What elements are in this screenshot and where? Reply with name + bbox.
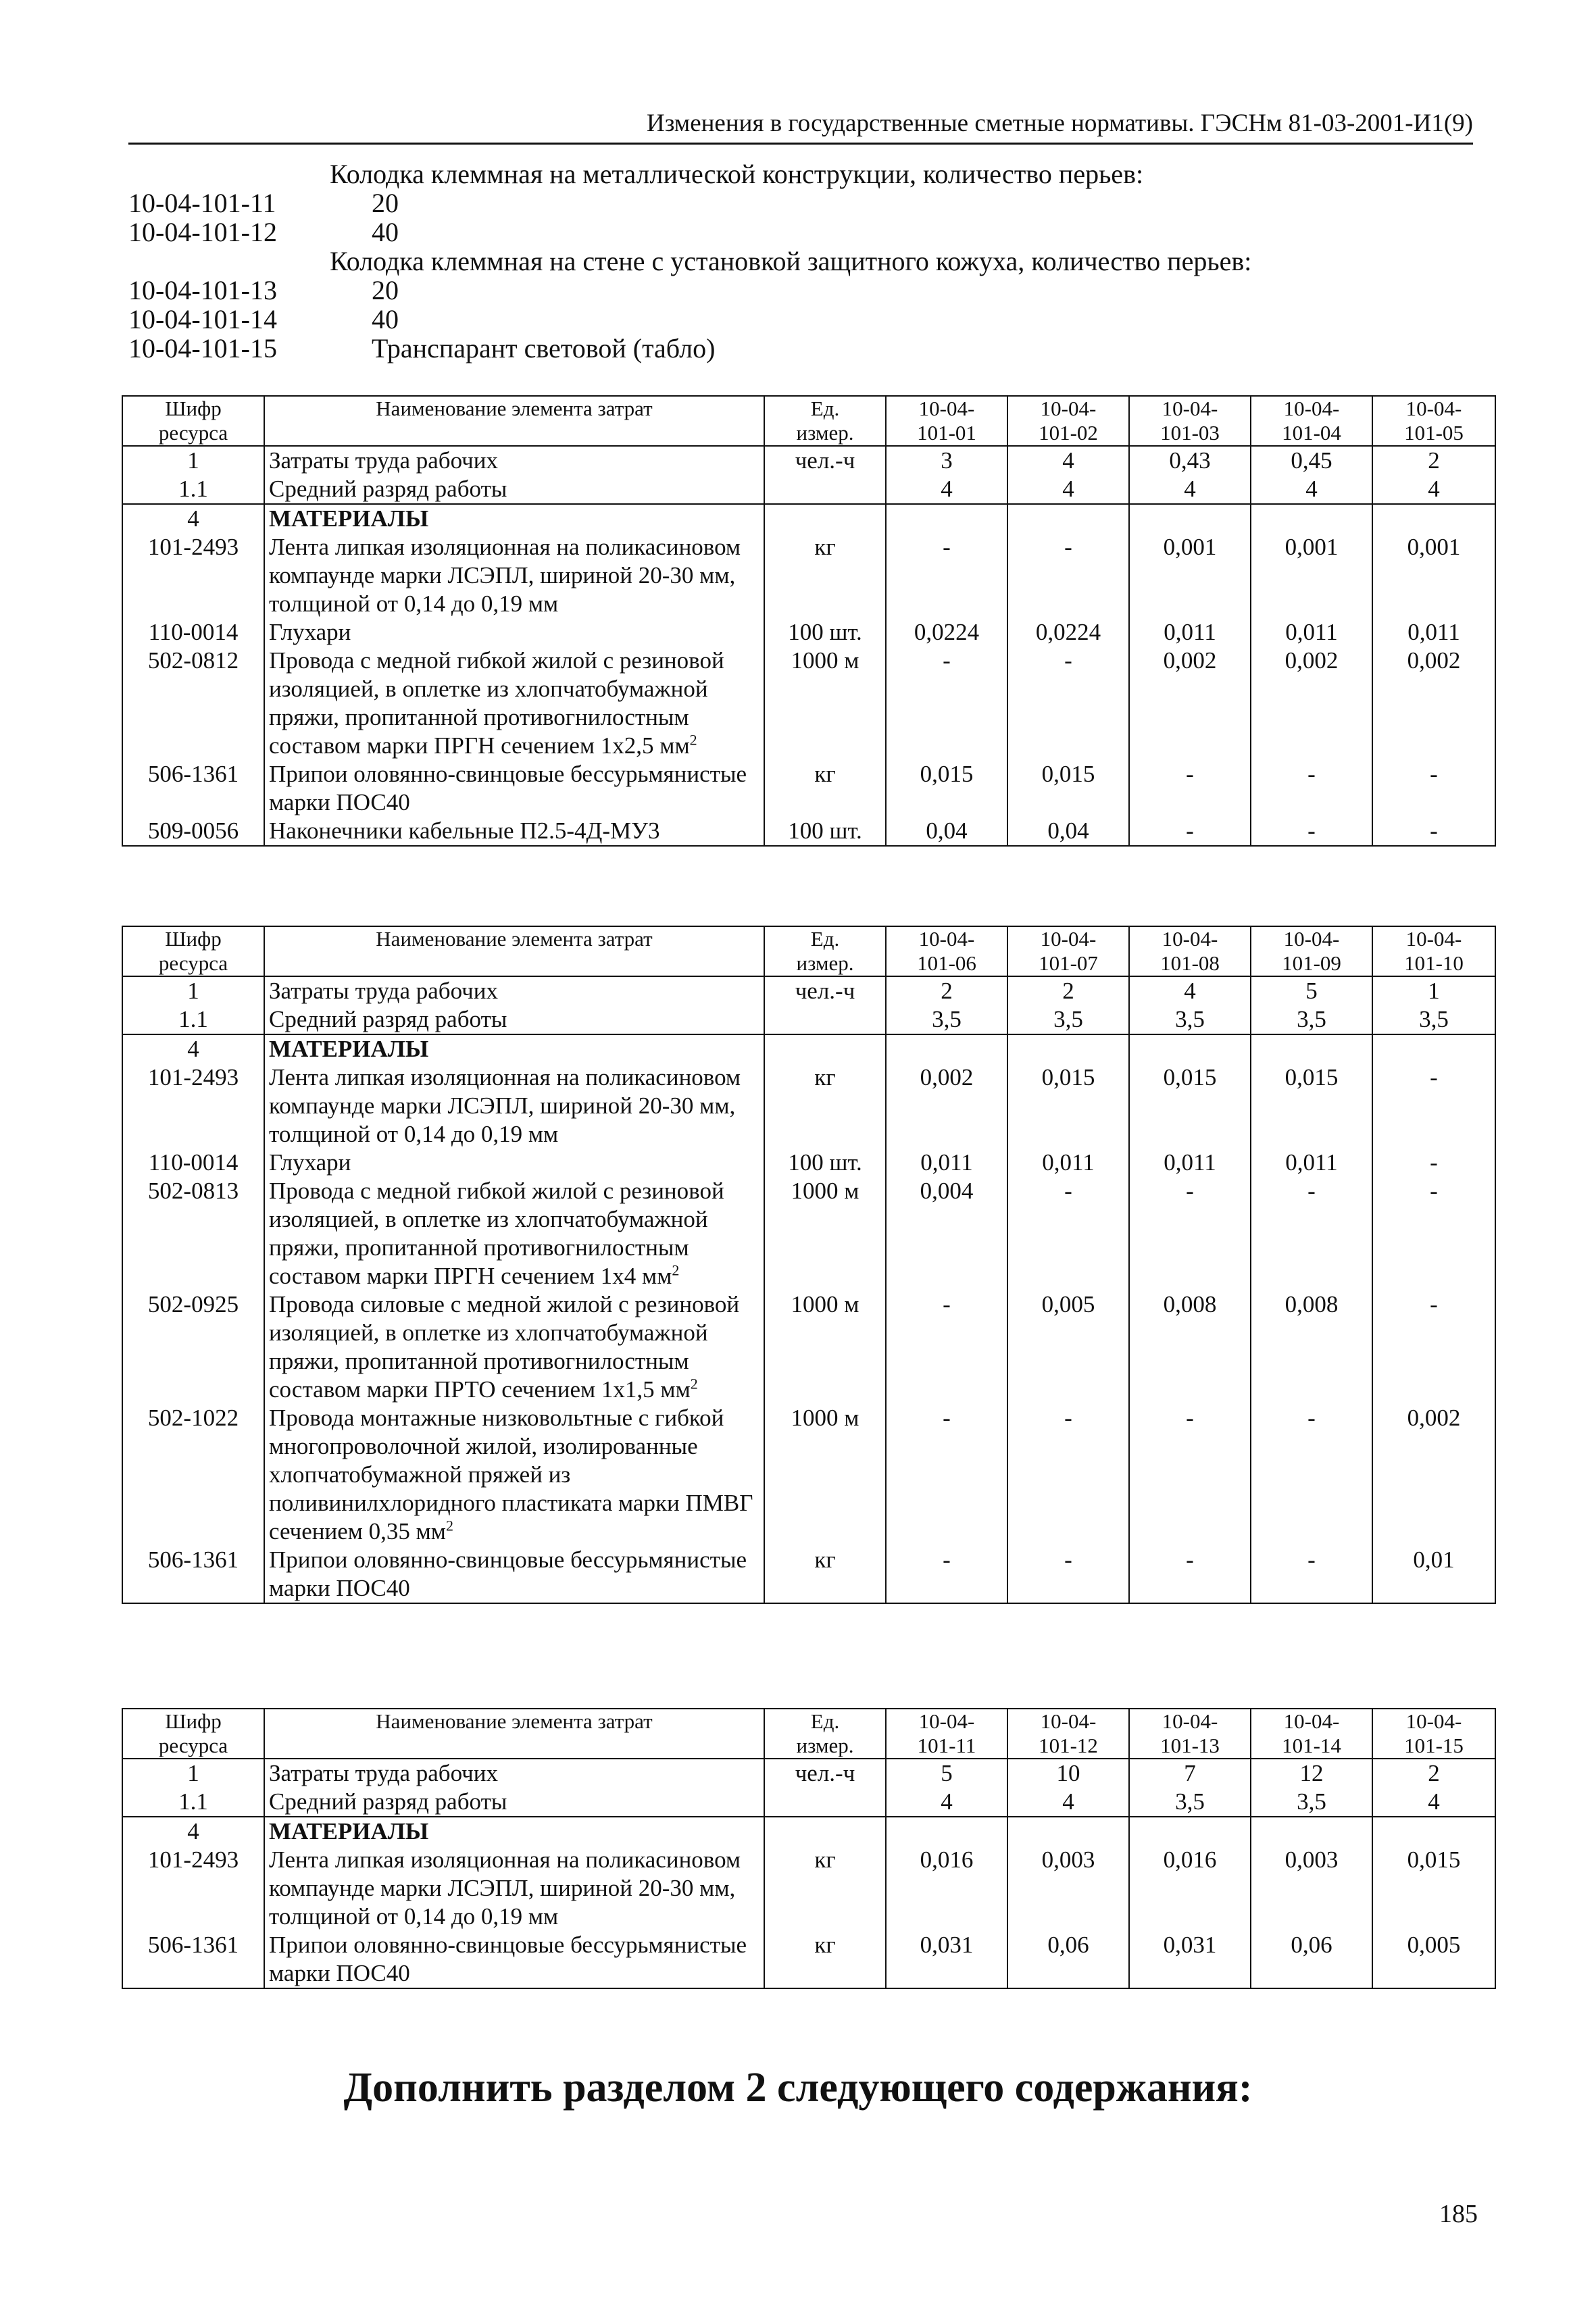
cell-value bbox=[1372, 504, 1495, 533]
table-row bbox=[122, 1177, 1495, 1290]
cell-value: - bbox=[1251, 817, 1372, 846]
cell-name: Провода с медной гибкой жилой с резиновой изоляцией, в оплетке из хлопчатобумажной пряжи, пропитанной противогнилостным составом марки ПРГН сечением 1х4 $мм^2$ bbox=[264, 1177, 764, 1290]
cell-value: 0,005 bbox=[1007, 1290, 1129, 1404]
header-norm-code: 10-04- 101-06 bbox=[886, 926, 1007, 976]
table-row bbox=[122, 504, 1495, 533]
cell-value bbox=[1251, 1817, 1372, 1846]
cell-value: 10 bbox=[1007, 1759, 1129, 1788]
table-header-row bbox=[122, 1709, 1495, 1759]
table-row bbox=[122, 817, 1495, 846]
table-row bbox=[122, 618, 1495, 647]
cell-value: 3,5 bbox=[1251, 1788, 1372, 1817]
intro-item-code: 10-04-101-15 bbox=[128, 333, 277, 363]
cell-unit: 1000 м bbox=[764, 647, 886, 760]
cell-value: 0,002 bbox=[1372, 647, 1495, 760]
header-norm-code: 10-04- 101-05 bbox=[1372, 396, 1495, 446]
cell-value: - bbox=[886, 1290, 1007, 1404]
table-row bbox=[122, 1788, 1495, 1817]
header-name: Наименование элемента затрат bbox=[264, 1709, 764, 1759]
cell-name: Лента липкая изоляционная на поликасиновом компаунде марки ЛСЭПЛ, шириной 20-30 мм, толщиной от 0,14 до 0,19 мм bbox=[264, 1063, 764, 1149]
cell-code: 1.1 bbox=[122, 475, 264, 504]
table-row bbox=[122, 1817, 1495, 1846]
table-row bbox=[122, 446, 1495, 475]
table-row bbox=[122, 1034, 1495, 1063]
cell-value bbox=[1007, 1034, 1129, 1063]
cell-value: 2 bbox=[1007, 976, 1129, 1005]
cell-value: 1 bbox=[1372, 976, 1495, 1005]
cell-value: 2 bbox=[1372, 446, 1495, 475]
cell-value: 0,016 bbox=[1129, 1846, 1251, 1931]
table-row bbox=[122, 976, 1495, 1005]
cell-value: - bbox=[1007, 533, 1129, 618]
cell-value: - bbox=[1129, 817, 1251, 846]
cell-name: МАТЕРИАЛЫ bbox=[264, 1817, 764, 1846]
cell-value: - bbox=[1372, 1177, 1495, 1290]
cell-value bbox=[1372, 1817, 1495, 1846]
intro-item bbox=[128, 218, 1473, 247]
cell-code: 4 bbox=[122, 1817, 264, 1846]
header-unit: Ед. измер. bbox=[764, 396, 886, 446]
intro-item bbox=[128, 305, 1473, 334]
resource-table-1 bbox=[122, 395, 1496, 847]
header-name: Наименование элемента затрат bbox=[264, 926, 764, 976]
header-norm-code: 10-04- 101-07 bbox=[1007, 926, 1129, 976]
intro-item bbox=[128, 334, 1473, 363]
cell-name: МАТЕРИАЛЫ bbox=[264, 504, 764, 533]
cell-code: 509-0056 bbox=[122, 817, 264, 846]
cell-value: 0,003 bbox=[1007, 1846, 1129, 1931]
cell-value: 0,002 bbox=[1251, 647, 1372, 760]
cell-code: 502-0812 bbox=[122, 647, 264, 760]
cell-name: Средний разряд работы bbox=[264, 475, 764, 504]
cell-value: - bbox=[1007, 1404, 1129, 1546]
intro-group1-title: Колодка клеммная на металлической конструкции, количество перьев: bbox=[330, 159, 1144, 189]
cell-name: Лента липкая изоляционная на поликасиновом компаунде марки ЛСЭПЛ, шириной 20-30 мм, толщиной от 0,14 до 0,19 мм bbox=[264, 1846, 764, 1931]
cell-value: 0,015 bbox=[1129, 1063, 1251, 1149]
cell-name: Затраты труда рабочих bbox=[264, 446, 764, 475]
cell-value: 0,001 bbox=[1129, 533, 1251, 618]
intro-block bbox=[128, 159, 1473, 363]
cell-code: 1.1 bbox=[122, 1788, 264, 1817]
cell-code: 1 bbox=[122, 1759, 264, 1788]
intro-item-text: 20 bbox=[372, 188, 399, 218]
header-code: Шифр ресурса bbox=[122, 926, 264, 976]
header-name: Наименование элемента затрат bbox=[264, 396, 764, 446]
cell-value: 0,002 bbox=[1372, 1404, 1495, 1546]
header-norm-code: 10-04- 101-03 bbox=[1129, 396, 1251, 446]
cell-value bbox=[1007, 1817, 1129, 1846]
cell-value: 0,011 bbox=[1007, 1149, 1129, 1177]
cell-name: Припои оловянно-свинцовые бессурьмянистые марки ПОС40 bbox=[264, 1931, 764, 1988]
cell-value bbox=[1251, 1034, 1372, 1063]
cell-value: 2 bbox=[1372, 1759, 1495, 1788]
intro-group2-title: Колодка клеммная на стене с установкой защитного кожуха, количество перьев: bbox=[330, 246, 1252, 276]
header-norm-code: 10-04- 101-11 bbox=[886, 1709, 1007, 1759]
table-row bbox=[122, 1931, 1495, 1988]
header-unit: Ед. измер. bbox=[764, 926, 886, 976]
cell-code: 502-1022 bbox=[122, 1404, 264, 1546]
header-norm-code: 10-04- 101-10 bbox=[1372, 926, 1495, 976]
header-norm-code: 10-04- 101-12 bbox=[1007, 1709, 1129, 1759]
cell-value: 3,5 bbox=[1251, 1005, 1372, 1034]
cell-value: 3 bbox=[886, 446, 1007, 475]
cell-value: 0,004 bbox=[886, 1177, 1007, 1290]
cell-value bbox=[886, 1034, 1007, 1063]
cell-value: 4 bbox=[886, 475, 1007, 504]
cell-code: 1 bbox=[122, 976, 264, 1005]
header-norm-code: 10-04- 101-09 bbox=[1251, 926, 1372, 976]
cell-code: 1 bbox=[122, 446, 264, 475]
intro-item-code: 10-04-101-11 bbox=[128, 188, 276, 218]
table-row bbox=[122, 647, 1495, 760]
cell-value: 0,002 bbox=[886, 1063, 1007, 1149]
cell-unit: 1000 м bbox=[764, 1404, 886, 1546]
cell-value: - bbox=[1372, 1063, 1495, 1149]
cell-value: 0,01 bbox=[1372, 1546, 1495, 1603]
cell-code: 101-2493 bbox=[122, 1063, 264, 1149]
cell-value bbox=[886, 1817, 1007, 1846]
cell-value: - bbox=[1007, 1177, 1129, 1290]
cell-value: - bbox=[1129, 1404, 1251, 1546]
cell-value: 0,015 bbox=[1007, 760, 1129, 817]
cell-value: - bbox=[1372, 1149, 1495, 1177]
cell-value: 0,001 bbox=[1251, 533, 1372, 618]
cell-value: 0,43 bbox=[1129, 446, 1251, 475]
cell-value: - bbox=[886, 533, 1007, 618]
cell-value: 0,016 bbox=[886, 1846, 1007, 1931]
cell-name: Припои оловянно-свинцовые бессурьмянистые марки ПОС40 bbox=[264, 1546, 764, 1603]
cell-value: 0,0224 bbox=[886, 618, 1007, 647]
table-row bbox=[122, 1546, 1495, 1603]
intro-item bbox=[128, 276, 1473, 305]
cell-name: Затраты труда рабочих bbox=[264, 976, 764, 1005]
cell-value: 0,015 bbox=[1007, 1063, 1129, 1149]
cell-value: 3,5 bbox=[1372, 1005, 1495, 1034]
cell-value bbox=[1372, 1034, 1495, 1063]
cell-name: Глухари bbox=[264, 618, 764, 647]
header-unit: Ед. измер. bbox=[764, 1709, 886, 1759]
cell-unit: кг bbox=[764, 1846, 886, 1931]
intro-item-code: 10-04-101-12 bbox=[128, 217, 277, 247]
cell-name: Затраты труда рабочих bbox=[264, 1759, 764, 1788]
intro-item-text: Транспарант световой (табло) bbox=[372, 333, 716, 363]
cell-value: 4 bbox=[1007, 475, 1129, 504]
header-norm-code: 10-04- 101-04 bbox=[1251, 396, 1372, 446]
table-row bbox=[122, 1404, 1495, 1546]
cell-value: 3,5 bbox=[1007, 1005, 1129, 1034]
cell-name: Провода с медной гибкой жилой с резиновой изоляцией, в оплетке из хлопчатобумажной пряжи, пропитанной противогнилостным составом марки ПРГН сечением 1х2,5 $мм^2$ bbox=[264, 647, 764, 760]
cell-value bbox=[1129, 504, 1251, 533]
cell-unit: чел.-ч bbox=[764, 446, 886, 475]
cell-name: Лента липкая изоляционная на поликасиновом компаунде марки ЛСЭПЛ, шириной 20-30 мм, толщиной от 0,14 до 0,19 мм bbox=[264, 533, 764, 618]
cell-value: - bbox=[1372, 817, 1495, 846]
cell-unit: чел.-ч bbox=[764, 1759, 886, 1788]
cell-value: 0,011 bbox=[1129, 1149, 1251, 1177]
cell-value: - bbox=[1129, 1177, 1251, 1290]
cell-value: 7 bbox=[1129, 1759, 1251, 1788]
intro-item-code: 10-04-101-14 bbox=[128, 304, 277, 334]
cell-value: 4 bbox=[886, 1788, 1007, 1817]
cell-value: 0,031 bbox=[886, 1931, 1007, 1988]
cell-value: 4 bbox=[1007, 1788, 1129, 1817]
cell-value: - bbox=[1007, 1546, 1129, 1603]
cell-value: - bbox=[1372, 1290, 1495, 1404]
cell-value: 0,008 bbox=[1129, 1290, 1251, 1404]
table-header-row bbox=[122, 396, 1495, 446]
cell-value: 4 bbox=[1372, 1788, 1495, 1817]
cell-unit: 100 шт. bbox=[764, 1149, 886, 1177]
cell-value: 4 bbox=[1129, 976, 1251, 1005]
intro-item bbox=[128, 188, 1473, 218]
cell-value: 0,015 bbox=[1372, 1846, 1495, 1931]
cell-unit bbox=[764, 475, 886, 504]
table-row bbox=[122, 1149, 1495, 1177]
cell-name: Провода монтажные низковольтные с гибкой многопроволочной жилой, изолированные хлопчатобумажной пряжей из поливинилхлоридного пластиката марки ПМВГ сечением 0,35 $мм^2$ bbox=[264, 1404, 764, 1546]
table-row bbox=[122, 1759, 1495, 1788]
table-row bbox=[122, 1063, 1495, 1149]
cell-value: 0,001 bbox=[1372, 533, 1495, 618]
cell-value: 5 bbox=[1251, 976, 1372, 1005]
cell-unit: кг bbox=[764, 1546, 886, 1603]
header-norm-code: 10-04- 101-02 bbox=[1007, 396, 1129, 446]
cell-value bbox=[1129, 1034, 1251, 1063]
cell-value: 0,011 bbox=[1251, 618, 1372, 647]
cell-value: - bbox=[1251, 760, 1372, 817]
cell-value: - bbox=[886, 647, 1007, 760]
cell-name: Средний разряд работы bbox=[264, 1788, 764, 1817]
cell-code: 4 bbox=[122, 504, 264, 533]
cell-code: 101-2493 bbox=[122, 1846, 264, 1931]
cell-code: 110-0014 bbox=[122, 618, 264, 647]
cell-value: - bbox=[886, 1404, 1007, 1546]
cell-code: 506-1361 bbox=[122, 1546, 264, 1603]
cell-code: 506-1361 bbox=[122, 760, 264, 817]
intro-item-text: 20 bbox=[372, 275, 399, 305]
header-code: Шифр ресурса bbox=[122, 396, 264, 446]
table-row bbox=[122, 475, 1495, 504]
table-row bbox=[122, 1846, 1495, 1931]
intro-item-text: 40 bbox=[372, 217, 399, 247]
cell-value: 0,015 bbox=[1251, 1063, 1372, 1149]
cell-unit bbox=[764, 1788, 886, 1817]
header-code: Шифр ресурса bbox=[122, 1709, 264, 1759]
resource-table-3 bbox=[122, 1708, 1496, 1989]
cell-value: 0,008 bbox=[1251, 1290, 1372, 1404]
resource-table-2 bbox=[122, 926, 1496, 1604]
cell-value: - bbox=[1251, 1177, 1372, 1290]
cell-unit: кг bbox=[764, 533, 886, 618]
cell-code: 4 bbox=[122, 1034, 264, 1063]
cell-value: 5 bbox=[886, 1759, 1007, 1788]
cell-value: - bbox=[1372, 760, 1495, 817]
cell-name: Провода силовые с медной жилой с резиновой изоляцией, в оплетке из хлопчатобумажной пряжи, пропитанной противогнилостным составом марки ПРТО сечением 1х1,5 $мм^2$ bbox=[264, 1290, 764, 1404]
cell-name: Наконечники кабельные П2.5-4Д-МУ3 bbox=[264, 817, 764, 846]
cell-unit bbox=[764, 1034, 886, 1063]
cell-value bbox=[1007, 504, 1129, 533]
cell-value: 0,011 bbox=[1251, 1149, 1372, 1177]
cell-code: 101-2493 bbox=[122, 533, 264, 618]
cell-value: - bbox=[1007, 647, 1129, 760]
intro-item-code: 10-04-101-13 bbox=[128, 275, 277, 305]
cell-unit: 100 шт. bbox=[764, 817, 886, 846]
table-header-row bbox=[122, 926, 1495, 976]
cell-value: 0,003 bbox=[1251, 1846, 1372, 1931]
cell-unit: 1000 м bbox=[764, 1290, 886, 1404]
table-row bbox=[122, 1290, 1495, 1404]
cell-code: 1.1 bbox=[122, 1005, 264, 1034]
cell-value: 0,06 bbox=[1007, 1931, 1129, 1988]
cell-unit bbox=[764, 1817, 886, 1846]
cell-name: Средний разряд работы bbox=[264, 1005, 764, 1034]
running-header: Изменения в государственные сметные нормативы. ГЭСНм 81-03-2001-И1(9) bbox=[128, 105, 1473, 145]
cell-value: 3,5 bbox=[1129, 1788, 1251, 1817]
header-norm-code: 10-04- 101-08 bbox=[1129, 926, 1251, 976]
cell-value: 0,04 bbox=[1007, 817, 1129, 846]
cell-value: 0,005 bbox=[1372, 1931, 1495, 1988]
cell-unit: 1000 м bbox=[764, 1177, 886, 1290]
intro-item-text: 40 bbox=[372, 304, 399, 334]
cell-name: МАТЕРИАЛЫ bbox=[264, 1034, 764, 1063]
cell-name: Глухари bbox=[264, 1149, 764, 1177]
cell-value: - bbox=[1251, 1404, 1372, 1546]
intro-group1-title-row bbox=[128, 159, 1473, 188]
cell-value: 0,45 bbox=[1251, 446, 1372, 475]
cell-code: 502-0925 bbox=[122, 1290, 264, 1404]
cell-value: 0,04 bbox=[886, 817, 1007, 846]
cell-value: 0,011 bbox=[886, 1149, 1007, 1177]
cell-value: 0,011 bbox=[1129, 618, 1251, 647]
section-title: Дополнить разделом 2 следующего содержания: bbox=[343, 2065, 1253, 2111]
cell-value: 12 bbox=[1251, 1759, 1372, 1788]
table-row bbox=[122, 1005, 1495, 1034]
cell-value: 4 bbox=[1007, 446, 1129, 475]
cell-value: 4 bbox=[1129, 475, 1251, 504]
table-row bbox=[122, 760, 1495, 817]
cell-unit bbox=[764, 1005, 886, 1034]
cell-value: 0,031 bbox=[1129, 1931, 1251, 1988]
cell-value: 3,5 bbox=[886, 1005, 1007, 1034]
cell-value: 4 bbox=[1372, 475, 1495, 504]
cell-value: - bbox=[1129, 1546, 1251, 1603]
cell-unit: кг bbox=[764, 1931, 886, 1988]
cell-value: 0,011 bbox=[1372, 618, 1495, 647]
cell-value bbox=[1129, 1817, 1251, 1846]
header-norm-code: 10-04- 101-14 bbox=[1251, 1709, 1372, 1759]
cell-value: 0,06 bbox=[1251, 1931, 1372, 1988]
cell-value: 3,5 bbox=[1129, 1005, 1251, 1034]
cell-name: Припои оловянно-свинцовые бессурьмянистые марки ПОС40 bbox=[264, 760, 764, 817]
cell-value: 0,0224 bbox=[1007, 618, 1129, 647]
page-number: 185 bbox=[1439, 2200, 1478, 2228]
cell-value: - bbox=[886, 1546, 1007, 1603]
cell-value: - bbox=[1129, 760, 1251, 817]
cell-unit: кг bbox=[764, 1063, 886, 1149]
cell-code: 110-0014 bbox=[122, 1149, 264, 1177]
cell-unit: 100 шт. bbox=[764, 618, 886, 647]
table-row bbox=[122, 533, 1495, 618]
cell-value: 0,015 bbox=[886, 760, 1007, 817]
cell-code: 502-0813 bbox=[122, 1177, 264, 1290]
cell-code: 506-1361 bbox=[122, 1931, 264, 1988]
cell-value bbox=[1251, 504, 1372, 533]
cell-unit: чел.-ч bbox=[764, 976, 886, 1005]
header-norm-code: 10-04- 101-13 bbox=[1129, 1709, 1251, 1759]
cell-value: 4 bbox=[1251, 475, 1372, 504]
header-norm-code: 10-04- 101-01 bbox=[886, 396, 1007, 446]
cell-value: - bbox=[1251, 1546, 1372, 1603]
cell-unit: кг bbox=[764, 760, 886, 817]
cell-value: 0,002 bbox=[1129, 647, 1251, 760]
cell-unit bbox=[764, 504, 886, 533]
header-norm-code: 10-04- 101-15 bbox=[1372, 1709, 1495, 1759]
cell-value: 2 bbox=[886, 976, 1007, 1005]
intro-group2-title-row bbox=[128, 247, 1473, 276]
cell-value bbox=[886, 504, 1007, 533]
